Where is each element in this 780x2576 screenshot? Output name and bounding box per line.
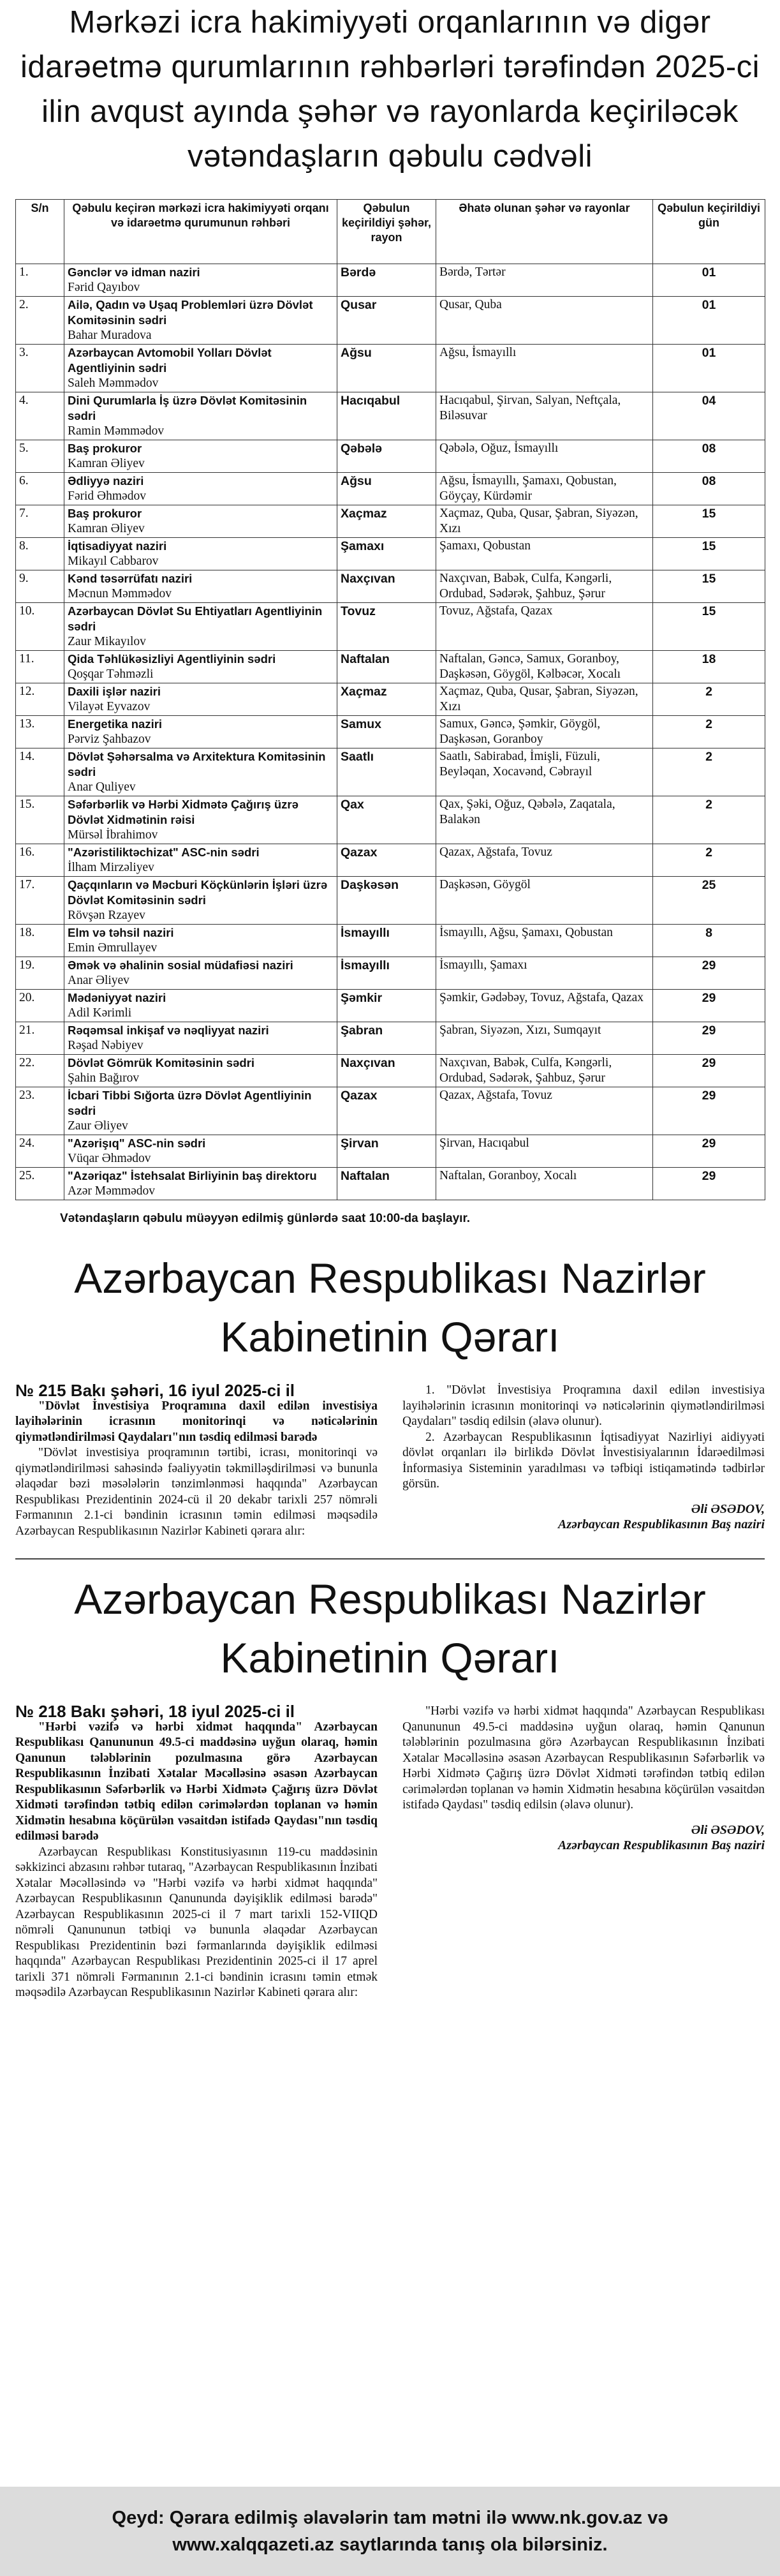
row-number: 23. bbox=[16, 1087, 64, 1135]
decree-215-right-column bbox=[402, 1383, 765, 1539]
official-position: Səfərbərlik və Hərbi Xidmətə Çağırış üzrə Dövlət Xidmətinin rəisi bbox=[68, 798, 298, 826]
reception-day: 29 bbox=[653, 990, 765, 1022]
covered-areas: Şabran, Siyəzən, Xızı, Sumqayıt bbox=[436, 1022, 653, 1055]
table-row bbox=[16, 1087, 765, 1135]
official-cell bbox=[64, 651, 337, 683]
covered-areas: Şamaxı, Qobustan bbox=[436, 538, 653, 570]
table-row bbox=[16, 538, 765, 570]
reception-city: Samux bbox=[337, 716, 436, 748]
decree-215-lead: "Dövlət İnvestisiya Proqramına daxil edilən investisiya layihələrinin icrasının monitorinqi və nəticələrinin qiymətləndirilməsi Qaydaları"nın təsdiq edilməsi barədə bbox=[15, 1399, 378, 1444]
reception-day: 01 bbox=[653, 264, 765, 297]
covered-areas: Şəmkir, Gədəbəy, Tovuz, Ağstafa, Qazax bbox=[436, 990, 653, 1022]
row-number: 25. bbox=[16, 1168, 64, 1200]
row-number: 5. bbox=[16, 440, 64, 473]
table-row bbox=[16, 297, 765, 345]
reception-city: Ağsu bbox=[337, 345, 436, 392]
official-name: Zaur Əliyev bbox=[68, 1119, 128, 1133]
official-position: Gənclər və idman naziri bbox=[68, 265, 200, 279]
official-position: Mədəniyyət naziri bbox=[68, 991, 166, 1004]
decree-215-preamble: "Dövlət investisiya proqramının tərtibi, icrası, monitorinqi və qiymətləndirilməsi sahəsində fəaliyyətin təkmilləşdirilməsi və bununla əlaqədar bəzi məsələlərin tənzimlənməsi haqqında" Azərbaycan Respublikası Prezidentinin 2024-cü il 20 dekabr tarixli 257 nömrəli Fərmanının 2.1-ci bəndinin icrasının təmin edilməsi məqsədilə Azərbaycan Respublikasının Nazirlər Kabineti qərara alır: bbox=[15, 1446, 378, 1538]
official-cell bbox=[64, 683, 337, 716]
reception-city: Bərdə bbox=[337, 264, 436, 297]
table-header-row bbox=[16, 200, 765, 264]
decree-218-number: № 218 Bakı şəhəri, 18 iyul 2025-ci il bbox=[15, 1702, 295, 1721]
table-row bbox=[16, 473, 765, 505]
section-divider bbox=[15, 1558, 765, 1560]
official-cell bbox=[64, 538, 337, 570]
header-official: Qəbulu keçirən mərkəzi icra hakimiyyəti orqanı və idarəetmə qurumunun rəhbəri bbox=[64, 200, 337, 264]
reception-city: Şəmkir bbox=[337, 990, 436, 1022]
row-number: 22. bbox=[16, 1055, 64, 1087]
row-number: 11. bbox=[16, 651, 64, 683]
row-number: 10. bbox=[16, 603, 64, 651]
signature-role: Azərbaycan Respublikasının Baş naziri bbox=[558, 1517, 765, 1531]
official-name: Anar Quliyev bbox=[68, 780, 136, 794]
official-position: İqtisadiyyat naziri bbox=[68, 539, 167, 553]
reception-city: Şabran bbox=[337, 1022, 436, 1055]
official-name: Adil Kərimli bbox=[68, 1006, 132, 1020]
official-name: İlham Mirzəliyev bbox=[68, 861, 154, 874]
reception-city: Şirvan bbox=[337, 1135, 436, 1168]
official-cell bbox=[64, 844, 337, 877]
official-position: Baş prokuror bbox=[68, 442, 142, 455]
reception-day: 15 bbox=[653, 603, 765, 651]
official-position: Qida Təhlükəsizliyi Agentliyinin sədri bbox=[68, 652, 276, 666]
reception-city: Saatlı bbox=[337, 748, 436, 796]
official-name: Məcnun Məmmədov bbox=[68, 587, 172, 600]
official-cell bbox=[64, 1135, 337, 1168]
official-cell bbox=[64, 716, 337, 748]
decree-218-left-column bbox=[15, 1704, 378, 2001]
row-number: 8. bbox=[16, 538, 64, 570]
covered-areas: Şirvan, Hacıqabul bbox=[436, 1135, 653, 1168]
official-position: "Azəriqaz" İstehsalat Birliyinin baş direktoru bbox=[68, 1169, 317, 1182]
reception-day: 29 bbox=[653, 1087, 765, 1135]
reception-day: 15 bbox=[653, 505, 765, 538]
reception-day: 2 bbox=[653, 748, 765, 796]
signature-name: Əli ƏSƏDOV, bbox=[691, 1822, 765, 1837]
table-row bbox=[16, 957, 765, 990]
header-no: S/n bbox=[16, 200, 64, 264]
official-name: Pərviz Şahbazov bbox=[68, 733, 151, 746]
reception-day: 08 bbox=[653, 473, 765, 505]
decree-218-item: "Hərbi vəzifə və hərbi xidmət haqqında" Azərbaycan Respublikası Qanununun 49.5-ci maddəsinə uyğun olaraq, həmin Qanunun tələblərinin pozulmasına görə Azərbaycan Respublikasının İnzibati Xətalar Məcəlləsinə əsasən Azərbaycan Respublikasının Səfərbərlik və Hərbi Xidmətə Çağırış üzrə Dövlət Xidməti tərəfindən tətbiq edilən cərimələrdən toplanan və həmin Xidmətin hesabına köçürülən vəsaitdən istifadə Qaydası" təsdiq edilsin (əlavə olunur). bbox=[402, 1704, 765, 1812]
row-number: 3. bbox=[16, 345, 64, 392]
covered-areas: Xaçmaz, Quba, Qusar, Şabran, Siyəzən, Xızı bbox=[436, 683, 653, 716]
decree-218-lead: "Hərbi vəzifə və hərbi xidmət haqqında" Azərbaycan Respublikası Qanununun 49.5-ci maddəsinə uyğun olaraq, həmin Qanunun tələblərinin pozulmasına görə Azərbaycan Respublikasının İnzibati Xətalar Məcəlləsinə əsasən Azərbaycan Respublikasının Səfərbərlik və Hərbi Xidmətə Çağırış üzrə Dövlət Xidməti tərəfindən tətbiq edilən cərimələrdən toplanan və həmin Xidmətin hesabına köçürülən vəsaitdən istifadə Qaydası"nın təsdiq edilməsi barədə bbox=[15, 1720, 378, 1843]
reception-city: Xaçmaz bbox=[337, 505, 436, 538]
reception-city: Naxçıvan bbox=[337, 1055, 436, 1087]
official-cell bbox=[64, 473, 337, 505]
reception-city: Naftalan bbox=[337, 651, 436, 683]
covered-areas: İsmayıllı, Şamaxı bbox=[436, 957, 653, 990]
official-cell bbox=[64, 1087, 337, 1135]
decree-215-item-1: 1. "Dövlət İnvestisiya Proqramına daxil edilən investisiya layihələrinin icrasının monitorinqi və nəticələrinin qiymətləndirilməsi Qaydaları" təsdiq edilsin (əlavə olunur). bbox=[402, 1383, 765, 1428]
reception-city: İsmayıllı bbox=[337, 925, 436, 957]
official-cell bbox=[64, 570, 337, 603]
covered-areas: Qazax, Ağstafa, Tovuz bbox=[436, 844, 653, 877]
table-row bbox=[16, 716, 765, 748]
official-cell bbox=[64, 297, 337, 345]
official-name: Anar Əliyev bbox=[68, 974, 129, 987]
reception-day: 29 bbox=[653, 1168, 765, 1200]
reception-schedule-table bbox=[15, 199, 765, 1200]
official-cell bbox=[64, 925, 337, 957]
reception-time-note: Vətəndaşların qəbulu müəyyən edilmiş günlərdə saat 10:00-da başlayır. bbox=[60, 1212, 471, 1225]
official-position: Ailə, Qadın və Uşaq Problemləri üzrə Dövlət Komitəsinin sədri bbox=[68, 298, 313, 327]
official-name: Fərid Əhmədov bbox=[68, 489, 146, 503]
official-name: Rövşən Rzayev bbox=[68, 909, 145, 922]
covered-areas: Naftalan, Goranboy, Xocalı bbox=[436, 1168, 653, 1200]
official-cell bbox=[64, 877, 337, 925]
reception-day: 01 bbox=[653, 297, 765, 345]
decree-215-number: № 215 Bakı şəhəri, 16 iyul 2025-ci il bbox=[15, 1381, 295, 1400]
reception-day: 15 bbox=[653, 570, 765, 603]
reception-day: 25 bbox=[653, 877, 765, 925]
decree-218-title: Azərbaycan Respublikası Nazirlər Kabinetinin Qərarı bbox=[74, 1575, 706, 1681]
reception-city: Qazax bbox=[337, 844, 436, 877]
row-number: 15. bbox=[16, 796, 64, 844]
row-number: 7. bbox=[16, 505, 64, 538]
table-row bbox=[16, 925, 765, 957]
reception-day: 29 bbox=[653, 1055, 765, 1087]
decree-218-signature bbox=[402, 1822, 765, 1854]
official-name: Zaur Mikayılov bbox=[68, 635, 146, 648]
row-number: 18. bbox=[16, 925, 64, 957]
official-position: Daxili işlər naziri bbox=[68, 685, 161, 698]
row-number: 12. bbox=[16, 683, 64, 716]
covered-areas: Qazax, Ağstafa, Tovuz bbox=[436, 1087, 653, 1135]
row-number: 17. bbox=[16, 877, 64, 925]
row-number: 13. bbox=[16, 716, 64, 748]
row-number: 4. bbox=[16, 392, 64, 440]
official-position: Energetika naziri bbox=[68, 717, 163, 731]
reception-day: 2 bbox=[653, 716, 765, 748]
official-name: Azər Məmmədov bbox=[68, 1184, 155, 1198]
covered-areas: Qəbələ, Oğuz, İsmayıllı bbox=[436, 440, 653, 473]
row-number: 19. bbox=[16, 957, 64, 990]
official-cell bbox=[64, 264, 337, 297]
official-position: İcbari Tibbi Sığorta üzrə Dövlət Agentliyinin sədri bbox=[68, 1089, 312, 1117]
reception-day: 04 bbox=[653, 392, 765, 440]
reception-day: 29 bbox=[653, 957, 765, 990]
covered-areas: Daşkəsən, Göygöl bbox=[436, 877, 653, 925]
official-name: Kamran Əliyev bbox=[68, 457, 145, 470]
reception-day: 2 bbox=[653, 683, 765, 716]
official-position: Kənd təsərrüfatı naziri bbox=[68, 572, 193, 585]
reception-day: 29 bbox=[653, 1135, 765, 1168]
official-cell bbox=[64, 1168, 337, 1200]
covered-areas: Qusar, Quba bbox=[436, 297, 653, 345]
reception-city: Xaçmaz bbox=[337, 683, 436, 716]
official-name: Rəşad Nəbiyev bbox=[68, 1039, 143, 1052]
table-row bbox=[16, 1022, 765, 1055]
official-position: Dövlət Şəhərsalma və Arxitektura Komitəsinin sədri bbox=[68, 750, 326, 778]
signature-role: Azərbaycan Respublikasının Baş naziri bbox=[558, 1838, 765, 1852]
official-cell bbox=[64, 1022, 337, 1055]
reception-day: 18 bbox=[653, 651, 765, 683]
official-cell bbox=[64, 345, 337, 392]
table-row bbox=[16, 683, 765, 716]
row-number: 21. bbox=[16, 1022, 64, 1055]
official-cell bbox=[64, 990, 337, 1022]
covered-areas: Tovuz, Ağstafa, Qazax bbox=[436, 603, 653, 651]
decree-215-left-column bbox=[15, 1383, 378, 1539]
covered-areas: İsmayıllı, Ağsu, Şamaxı, Qobustan bbox=[436, 925, 653, 957]
official-cell bbox=[64, 603, 337, 651]
decree-218 bbox=[15, 1570, 765, 2001]
official-name: Fərid Qayıbov bbox=[68, 281, 140, 294]
official-position: Ədliyyə naziri bbox=[68, 474, 144, 488]
official-position: Əmək və əhalinin sosial müdafiəsi naziri bbox=[68, 958, 293, 972]
table-row bbox=[16, 505, 765, 538]
reception-day: 08 bbox=[653, 440, 765, 473]
covered-areas: Naftalan, Gəncə, Samux, Goranboy, Daşkəsən, Göygöl, Kəlbəcər, Xocalı bbox=[436, 651, 653, 683]
reception-city: Naftalan bbox=[337, 1168, 436, 1200]
official-cell bbox=[64, 1055, 337, 1087]
reception-day: 2 bbox=[653, 844, 765, 877]
header-day: Qəbulun keçirildiyi gün bbox=[653, 200, 765, 264]
official-name: Ramin Məmmədov bbox=[68, 424, 165, 438]
table-row bbox=[16, 1055, 765, 1087]
footer-note: Qeyd: Qərara edilmiş əlavələrin tam mətni ilə www.nk.gov.az və www.xalqqazeti.az saytlarında tanış ola bilərsiniz. bbox=[112, 2508, 668, 2555]
official-name: Mürsəl İbrahimov bbox=[68, 828, 158, 842]
decree-215-signature bbox=[402, 1501, 765, 1533]
official-name: Emin Əmrullayev bbox=[68, 941, 158, 955]
table-row bbox=[16, 345, 765, 392]
covered-areas: Ağsu, İsmayıllı, Şamaxı, Qobustan, Göyçay, Kürdəmir bbox=[436, 473, 653, 505]
official-position: Azərbaycan Dövlət Su Ehtiyatları Agentliyinin sədri bbox=[68, 604, 323, 633]
decree-218-preamble: Azərbaycan Respublikası Konstitusiyasının 119-cu maddəsinin səkkizinci abzasını rəhbər tutaraq, "Azərbaycan Respublikasının İnzibati Xətalar Məcəlləsində və "Hərbi vəzifə və hərbi xidmət haqqında" Azərbaycan Respublikasının Qanununda dəyişiklik edilməsi barədə" Azərbaycan Respublikasının 2025-ci il 7 mart tarixli 152-VIIQD nömrəli Qanununun tətbiqi və bununla əlaqədar Azərbaycan Respublikası Prezidentinin bəzi fərmanlarında dəyişiklik edilməsi haqqında" Azərbaycan Respublikası Prezidentinin 2025-ci il 17 aprel tarixli 371 nömrəli Fərmanının 2.1-ci bəndinin icrasını təmin etmək məqsədilə Azərbaycan Respublikasının Nazirlər Kabineti qərara alır: bbox=[15, 1845, 378, 1999]
reception-day: 29 bbox=[653, 1022, 765, 1055]
table-row bbox=[16, 796, 765, 844]
row-number: 24. bbox=[16, 1135, 64, 1168]
official-position: Rəqəmsal inkişaf və nəqliyyat naziri bbox=[68, 1024, 269, 1037]
reception-city: Qax bbox=[337, 796, 436, 844]
table-row bbox=[16, 1168, 765, 1200]
table-row bbox=[16, 603, 765, 651]
official-name: Qoşqar Təhməzli bbox=[68, 667, 154, 681]
reception-day: 8 bbox=[653, 925, 765, 957]
official-name: Bahar Muradova bbox=[68, 329, 152, 342]
official-name: Saleh Məmmədov bbox=[68, 376, 159, 390]
official-name: Mikayıl Cabbarov bbox=[68, 555, 159, 568]
official-cell bbox=[64, 505, 337, 538]
decree-215-item-2: 2. Azərbaycan Respublikasının İqtisadiyyat Nazirliyi aidiyyəti dövlət orqanları ilə birlikdə Dövlət İnvestisiyalarının İdarəedilməsi İnformasiya Sisteminin yaradılması və təfbiqi istiqamətində tədbirlər görsün. bbox=[402, 1430, 765, 1491]
official-position: Elm və təhsil naziri bbox=[68, 926, 174, 939]
table-row bbox=[16, 748, 765, 796]
reception-city: Qusar bbox=[337, 297, 436, 345]
header-city: Qəbulun keçirildiyi şəhər, rayon bbox=[337, 200, 436, 264]
reception-city: Şamaxı bbox=[337, 538, 436, 570]
official-cell bbox=[64, 440, 337, 473]
reception-day: 01 bbox=[653, 345, 765, 392]
table-row bbox=[16, 392, 765, 440]
covered-areas: Bərdə, Tərtər bbox=[436, 264, 653, 297]
covered-areas: Samux, Gəncə, Şəmkir, Göygöl, Daşkəsən, Goranboy bbox=[436, 716, 653, 748]
reception-city: Qazax bbox=[337, 1087, 436, 1135]
reception-city: Qəbələ bbox=[337, 440, 436, 473]
footer-note-box bbox=[0, 2487, 780, 2576]
covered-areas: Naxçıvan, Babək, Culfa, Kəngərli, Ordubad, Sədərək, Şahbuz, Şərur bbox=[436, 1055, 653, 1087]
reception-city: İsmayıllı bbox=[337, 957, 436, 990]
official-position: Dövlət Gömrük Komitəsinin sədri bbox=[68, 1056, 254, 1069]
reception-city: Naxçıvan bbox=[337, 570, 436, 603]
covered-areas: Naxçıvan, Babək, Culfa, Kəngərli, Ordubad, Sədərək, Şahbuz, Şərur bbox=[436, 570, 653, 603]
covered-areas: Xaçmaz, Quba, Qusar, Şabran, Siyəzən, Xızı bbox=[436, 505, 653, 538]
row-number: 2. bbox=[16, 297, 64, 345]
official-name: Şahin Bağırov bbox=[68, 1071, 140, 1085]
decree-215 bbox=[15, 1249, 765, 1539]
covered-areas: Ağsu, İsmayıllı bbox=[436, 345, 653, 392]
official-position: "Azəristiliktəchizat" ASC-nin sədri bbox=[68, 845, 260, 859]
table-row bbox=[16, 844, 765, 877]
reception-day: 2 bbox=[653, 796, 765, 844]
official-position: Dini Qurumlarla İş üzrə Dövlət Komitəsinin sədri bbox=[68, 394, 307, 422]
official-cell bbox=[64, 748, 337, 796]
row-number: 1. bbox=[16, 264, 64, 297]
reception-city: Hacıqabul bbox=[337, 392, 436, 440]
row-number: 6. bbox=[16, 473, 64, 505]
reception-city: Tovuz bbox=[337, 603, 436, 651]
reception-day: 15 bbox=[653, 538, 765, 570]
table-row bbox=[16, 651, 765, 683]
official-cell bbox=[64, 796, 337, 844]
table-row bbox=[16, 570, 765, 603]
official-position: Baş prokuror bbox=[68, 507, 142, 520]
table-row bbox=[16, 440, 765, 473]
decree-215-title: Azərbaycan Respublikası Nazirlər Kabinetinin Qərarı bbox=[74, 1254, 706, 1360]
official-position: Azərbaycan Avtomobil Yolları Dövlət Agentliyinin sədri bbox=[68, 346, 272, 375]
table-row bbox=[16, 1135, 765, 1168]
official-cell bbox=[64, 392, 337, 440]
decree-218-right-column bbox=[402, 1704, 765, 2001]
covered-areas: Saatlı, Sabirabad, İmişli, Füzuli, Beyləqan, Xocavənd, Cəbrayıl bbox=[436, 748, 653, 796]
table-row bbox=[16, 264, 765, 297]
official-name: Vilayət Eyvazov bbox=[68, 700, 151, 713]
official-position: "Azərişıq" ASC-nin sədri bbox=[68, 1136, 206, 1150]
official-position: Qaçqınların və Məcburi Köçkünlərin İşləri üzrə Dövlət Komitəsinin sədri bbox=[68, 878, 328, 907]
signature-name: Əli ƏSƏDOV, bbox=[691, 1501, 765, 1516]
reception-city: Daşkəsən bbox=[337, 877, 436, 925]
official-name: Vüqar Əhmədov bbox=[68, 1152, 151, 1165]
schedule-title: Mərkəzi icra hakimiyyəti orqanlarının və digər idarəetmə qurumlarının rəhbərləri tərəfindən 2025-ci ilin avqust ayında şəhər və rayonlarda keçiriləcək vətəndaşların qəbulu cədvəli bbox=[20, 5, 760, 174]
reception-city: Ağsu bbox=[337, 473, 436, 505]
covered-areas: Hacıqabul, Şirvan, Salyan, Neftçala, Biləsuvar bbox=[436, 392, 653, 440]
table-row bbox=[16, 877, 765, 925]
row-number: 16. bbox=[16, 844, 64, 877]
table-row bbox=[16, 990, 765, 1022]
covered-areas: Qax, Şəki, Oğuz, Qəbələ, Zaqatala, Balakən bbox=[436, 796, 653, 844]
header-area: Əhatə olunan şəhər və rayonlar bbox=[436, 200, 653, 264]
official-cell bbox=[64, 957, 337, 990]
row-number: 14. bbox=[16, 748, 64, 796]
row-number: 9. bbox=[16, 570, 64, 603]
row-number: 20. bbox=[16, 990, 64, 1022]
official-name: Kamran Əliyev bbox=[68, 522, 145, 535]
